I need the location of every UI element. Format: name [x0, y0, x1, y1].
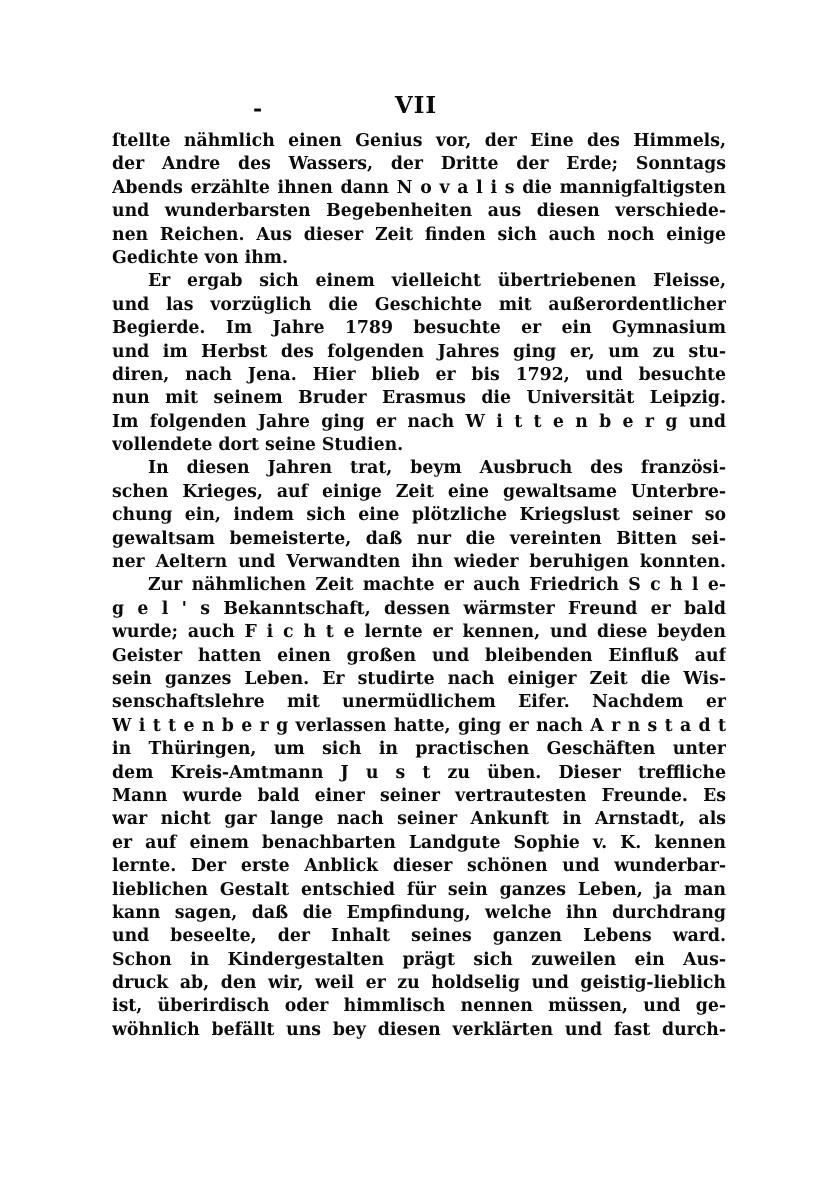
text-line: lieblichen Gestalt entschied für sein ganzes Leben, ja man	[112, 879, 726, 900]
text-line: Gedichte von ihm.	[112, 247, 289, 268]
body-text	[112, 130, 726, 1042]
text-line: Geister hatten einen großen und bleibenden Einfluß auf	[112, 645, 726, 666]
text-line: und im Herbst des folgenden Jahres ging er, um zu stu-	[112, 341, 726, 362]
page-header	[108, 92, 724, 122]
text-line: und wunderbarsten Begebenheiten aus diesen verschiede-	[112, 201, 726, 222]
text-line: war nicht gar lange nach seiner Ankunft in Arnstadt, als	[112, 809, 726, 830]
text-line: schen Krieges, auf einige Zeit eine gewaltsame Unterbre-	[112, 481, 726, 502]
text-line: ner Aeltern und Verwandten ihn wieder beruhigen konnten.	[112, 552, 726, 573]
text-line: vollendete dort seine Studien.	[112, 435, 404, 456]
text-line: Im folgenden Jahre ging er nach W i t t e n b e r g und	[112, 411, 726, 432]
text-line: g e l ' s Bekanntschaft, dessen wärmster Freund er bald	[112, 598, 726, 619]
text-line: senschaftslehre mit unermüdlichem Eifer. Nachdem er	[112, 692, 726, 713]
text-line: nun mit seinem Bruder Erasmus die Universität Leipzig.	[112, 388, 726, 409]
text-line: der Andre des Wassers, der Dritte der Erde; Sonntags	[112, 154, 726, 175]
text-line: ſtellte nähmlich einen Genius vor, der Eine des Himmels,	[112, 131, 726, 151]
text-line: sein ganzes Leben. Er studirte nach einiger Zeit die Wis-	[112, 668, 726, 689]
text-line: Begierde. Im Jahre 1789 besuchte er ein Gymnasium	[112, 318, 726, 339]
text-line: wöhnlich befällt uns bey diesen verklärten und fast durch-	[112, 1019, 726, 1040]
text-line: kann sagen, daß die Empfindung, welche ihn durchdrang	[112, 902, 726, 923]
text-line: Schon in Kindergestalten prägt sich zuweilen ein Aus-	[112, 949, 726, 970]
text-line: chung ein, indem sich eine plötzliche Kriegslust seiner so	[112, 505, 726, 526]
text-line: ist, überirdisch oder himmlisch nennen müssen, und ge-	[112, 996, 726, 1017]
text-line: Mann wurde bald einer seiner vertrautesten Freunde. Es	[112, 785, 726, 806]
text-line: in Thüringen, um sich in practischen Geschäften unter	[112, 739, 726, 760]
header-mark: -	[253, 96, 263, 122]
text-line: er auf einem benachbarten Landgute Sophie v. K. kennen	[112, 832, 726, 853]
text-line: wurde; auch F i c h t e lernte er kennen, und diese beyden	[112, 622, 726, 643]
text-line: Zur nähmlichen Zeit machte er auch Friedrich S c h l e-	[148, 575, 726, 596]
text-line: In diesen Jahren trat, beym Ausbruch des französi-	[148, 458, 726, 479]
text-line: gewaltsam bemeisterte, daß nur die vereinten Bitten sei-	[112, 528, 726, 549]
text-line: und las vorzüglich die Geschichte mit außerordentlicher	[112, 294, 726, 315]
text-line: lernte. Der erste Anblick dieser schönen und wunderbar-	[112, 856, 726, 877]
text-line: W i t t e n b e r g verlassen hatte, ging er nach A r n s t a d t	[112, 715, 726, 736]
text-line: druck ab, den wir, weil er zu holdselig und geistig-lieblich	[112, 973, 726, 994]
text-line: und beseelte, der Inhalt seines ganzen Lebens ward.	[112, 926, 726, 947]
text-line: Er ergab sich einem vielleicht übertriebenen Fleisse,	[148, 271, 726, 292]
text-line: Abends erzählte ihnen dann N o v a l i s die mannigfaltigsten	[112, 177, 726, 198]
page-number: VII	[394, 92, 438, 119]
text-line: diren, nach Jena. Hier blieb er bis 1792, und besuchte	[112, 364, 726, 385]
text-line: nen Reichen. Aus dieser Zeit finden sich auch noch einige	[112, 224, 726, 245]
text-line: dem Kreis-Amtmann J u s t zu üben. Dieser treffliche	[112, 762, 726, 783]
